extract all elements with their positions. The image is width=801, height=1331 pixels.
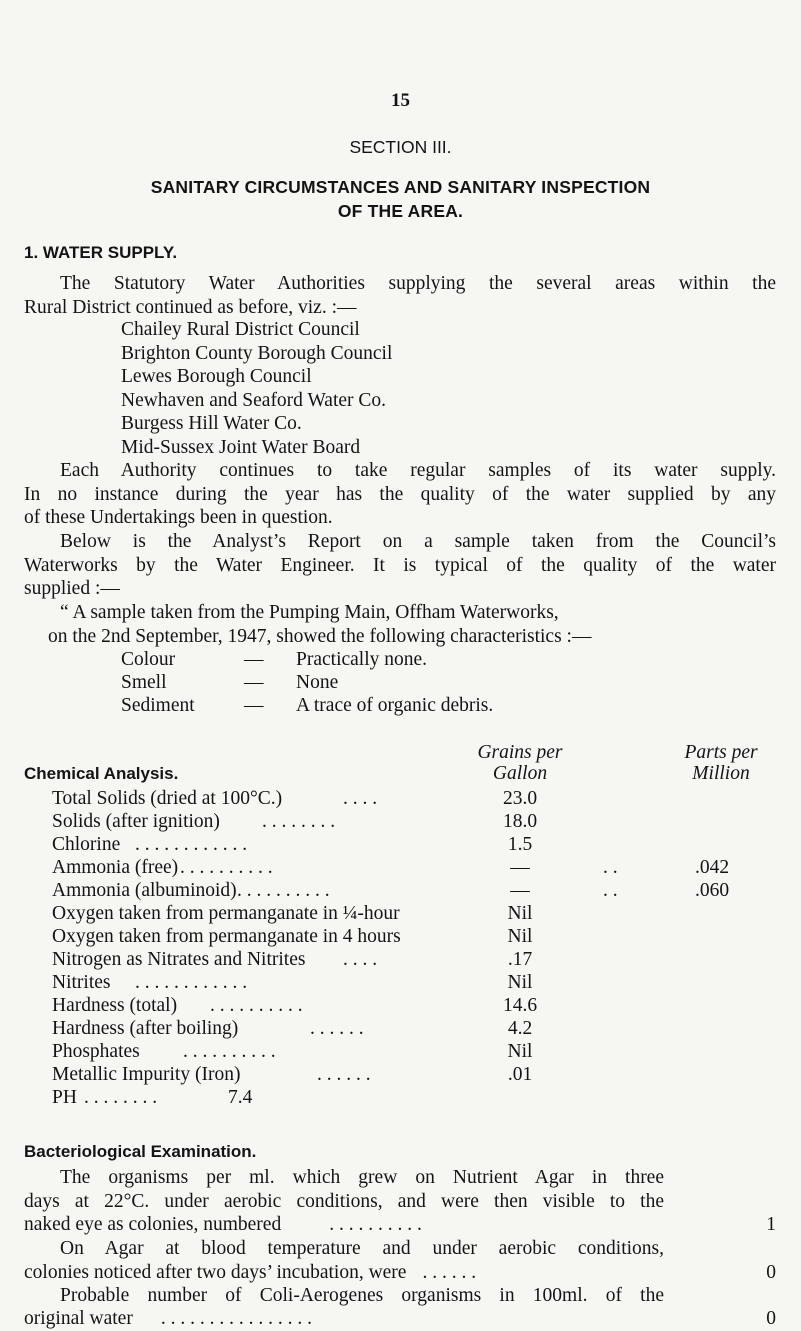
list-item: Newhaven and Seaford Water Co.: [121, 389, 387, 411]
leader-dots: . .: [603, 880, 618, 901]
result-value: 0: [766, 1261, 776, 1283]
leader-dots: . . . . . . . . . .: [180, 857, 273, 878]
authorities-list: [121, 318, 392, 459]
grains-value: 23.0: [502, 788, 538, 809]
text-line: days at 22°C. under aerobic conditions, and were then visible to the: [24, 1190, 664, 1212]
page-title-line-1: SANITARY CIRCUMSTANCES AND SANITARY INSPECTION: [150, 177, 651, 197]
result-label: colonies noticed after two days’ incubation, were: [24, 1261, 407, 1283]
grains-value: 18.0: [502, 811, 538, 832]
leader-dots: . . . . . . . . . .: [210, 995, 303, 1016]
text-line: of these Undertakings been in question.: [24, 507, 333, 528]
grains-value: Nil: [507, 1041, 533, 1062]
char-smell-name: Smell: [121, 672, 167, 693]
column-header-line: Parts per: [684, 742, 758, 763]
leader-dots: . . . . . .: [422, 1261, 477, 1283]
text-line: supplied :—: [24, 578, 120, 599]
text-line: Rural District continued as before, viz. :—: [24, 296, 357, 318]
char-sediment-name: Sediment: [121, 695, 195, 716]
char-colour-name: Colour: [121, 649, 176, 670]
text-line: on the 2nd September, 1947, showed the following characteristics :—: [48, 625, 592, 647]
char-sediment-value: A trace of organic debris.: [296, 695, 494, 716]
list-item: Brighton County Borough Council: [121, 342, 393, 364]
result-line: [24, 1307, 776, 1331]
bacteriological-item-1: [24, 1166, 776, 1237]
paragraph-samples: [24, 459, 776, 530]
leader-dots: . . . .: [343, 949, 378, 970]
table-row-label: Oxygen taken from permanganate in ¼-hour: [52, 903, 400, 924]
bacteriological-item-3: [24, 1284, 776, 1331]
section-heading: SECTION III.: [349, 137, 452, 157]
page-title-line-2: OF THE AREA.: [337, 201, 464, 221]
table-row-label: Chlorine: [52, 834, 121, 855]
char-smell-value: None: [296, 672, 339, 693]
table-row-label: Hardness (after boiling): [52, 1018, 239, 1039]
text-line: [24, 1307, 756, 1331]
ppm-value: .060: [694, 880, 730, 901]
column-header-line: Million: [692, 763, 750, 784]
table-row-label: Hardness (total): [52, 995, 178, 1016]
table-row-label: Total Solids (dried at 100°C.): [52, 788, 283, 809]
text-line: The Statutory Water Authorities supplying the several areas within the: [60, 273, 776, 294]
grains-value: .17: [507, 949, 533, 970]
grains-value: Nil: [507, 972, 533, 993]
table-row-label: Phosphates: [52, 1041, 140, 1062]
table-row-label: Metallic Impurity (Iron): [52, 1064, 241, 1085]
paragraph-analyst-report: [24, 530, 776, 601]
table-row-label: Nitrogen as Nitrates and Nitrites: [52, 949, 306, 970]
text-line: In no instance during the year has the quality of the water supplied by any: [24, 483, 776, 505]
table-row-label: Ammonia (albuminoid): [52, 880, 237, 901]
quote-paragraph: [24, 601, 776, 648]
list-item: Burgess Hill Water Co.: [121, 413, 302, 434]
list-item: Lewes Borough Council: [121, 366, 312, 387]
ppm-value: .042: [694, 857, 730, 878]
result-line: [24, 1213, 776, 1237]
grains-value: Nil: [507, 926, 533, 947]
result-value: 0: [766, 1307, 776, 1329]
list-item: Mid-Sussex Joint Water Board: [121, 436, 361, 458]
leader-dots: . . . . . . . . . . . . . . . .: [160, 1307, 312, 1329]
result-value: 1: [766, 1214, 776, 1235]
text-line: “ A sample taken from the Pumping Main, Offham Waterworks,: [60, 602, 559, 623]
water-supply-heading: 1. WATER SUPPLY.: [24, 243, 178, 262]
table-row-label: Solids (after ignition): [52, 811, 220, 832]
grains-value: .01: [507, 1064, 533, 1085]
result-label: original water: [24, 1307, 133, 1329]
text-line: Below is the Analyst’s Report on a sample taken from the Council’s: [60, 531, 776, 552]
leader-dots: . .: [603, 857, 618, 878]
text-line: [24, 1213, 756, 1237]
bacteriological-item-2: [24, 1237, 776, 1284]
list-item: Chailey Rural District Council: [121, 319, 360, 340]
page-number: 15: [391, 90, 410, 111]
table-row-label: Nitrites: [52, 972, 111, 993]
water-supply-intro: [24, 272, 776, 319]
leader-dots: . . . . . .: [317, 1064, 371, 1085]
chemical-analysis-heading: Chemical Analysis.: [24, 764, 179, 783]
column-header-grains: [450, 742, 590, 784]
table-row-label: Ammonia (free): [52, 857, 179, 878]
ph-label: PH: [52, 1087, 77, 1108]
bacteriological-heading: Bacteriological Examination.: [24, 1142, 257, 1161]
text-line: Waterworks by the Water Engineer. It is typical of the quality of the water: [24, 554, 776, 576]
char-colour-dash: —: [244, 649, 264, 670]
leader-dots: . . . . . . . .: [84, 1087, 158, 1108]
grains-value: Nil: [507, 903, 533, 924]
grains-value: 4.2: [507, 1018, 533, 1039]
grains-value: —: [510, 880, 530, 901]
leader-dots: . . . .: [343, 788, 378, 809]
leader-dots: . . . . . .: [310, 1018, 364, 1039]
leader-dots: . . . . . . . . . .: [329, 1214, 422, 1235]
column-header-ppm: [656, 742, 786, 784]
result-line: [24, 1261, 776, 1285]
text-line: [24, 1261, 756, 1285]
leader-dots: . . . . . . . .: [262, 811, 336, 832]
grains-value: 1.5: [507, 834, 533, 855]
text-line: Probable number of Coli-Aerogenes organisms in 100ml. of the: [60, 1285, 664, 1306]
leader-dots: . . . . . . . . . . . .: [135, 972, 248, 993]
column-header-line: Grains per: [477, 742, 563, 763]
leader-dots: . . . . . . . . . .: [183, 1041, 276, 1062]
text-line: The organisms per ml. which grew on Nutrient Agar in three: [60, 1167, 664, 1188]
text-line: Each Authority continues to take regular samples of its water supply.: [60, 460, 776, 481]
leader-dots: . . . . . . . . . .: [237, 880, 330, 901]
char-colour-value: Practically none.: [296, 649, 428, 670]
ph-value: 7.4: [228, 1087, 253, 1108]
leader-dots: . . . . . . . . . . . .: [135, 834, 248, 855]
result-label: naked eye as colonies, numbered: [24, 1214, 282, 1235]
column-header-line: Gallon: [492, 763, 548, 784]
char-smell-dash: —: [244, 672, 264, 693]
char-sediment-dash: —: [244, 695, 264, 716]
grains-value: 14.6: [502, 995, 538, 1016]
table-row-label: Oxygen taken from permanganate in 4 hours: [52, 926, 401, 947]
grains-value: —: [510, 857, 530, 878]
text-line: On Agar at blood temperature and under aerobic conditions,: [60, 1238, 664, 1259]
